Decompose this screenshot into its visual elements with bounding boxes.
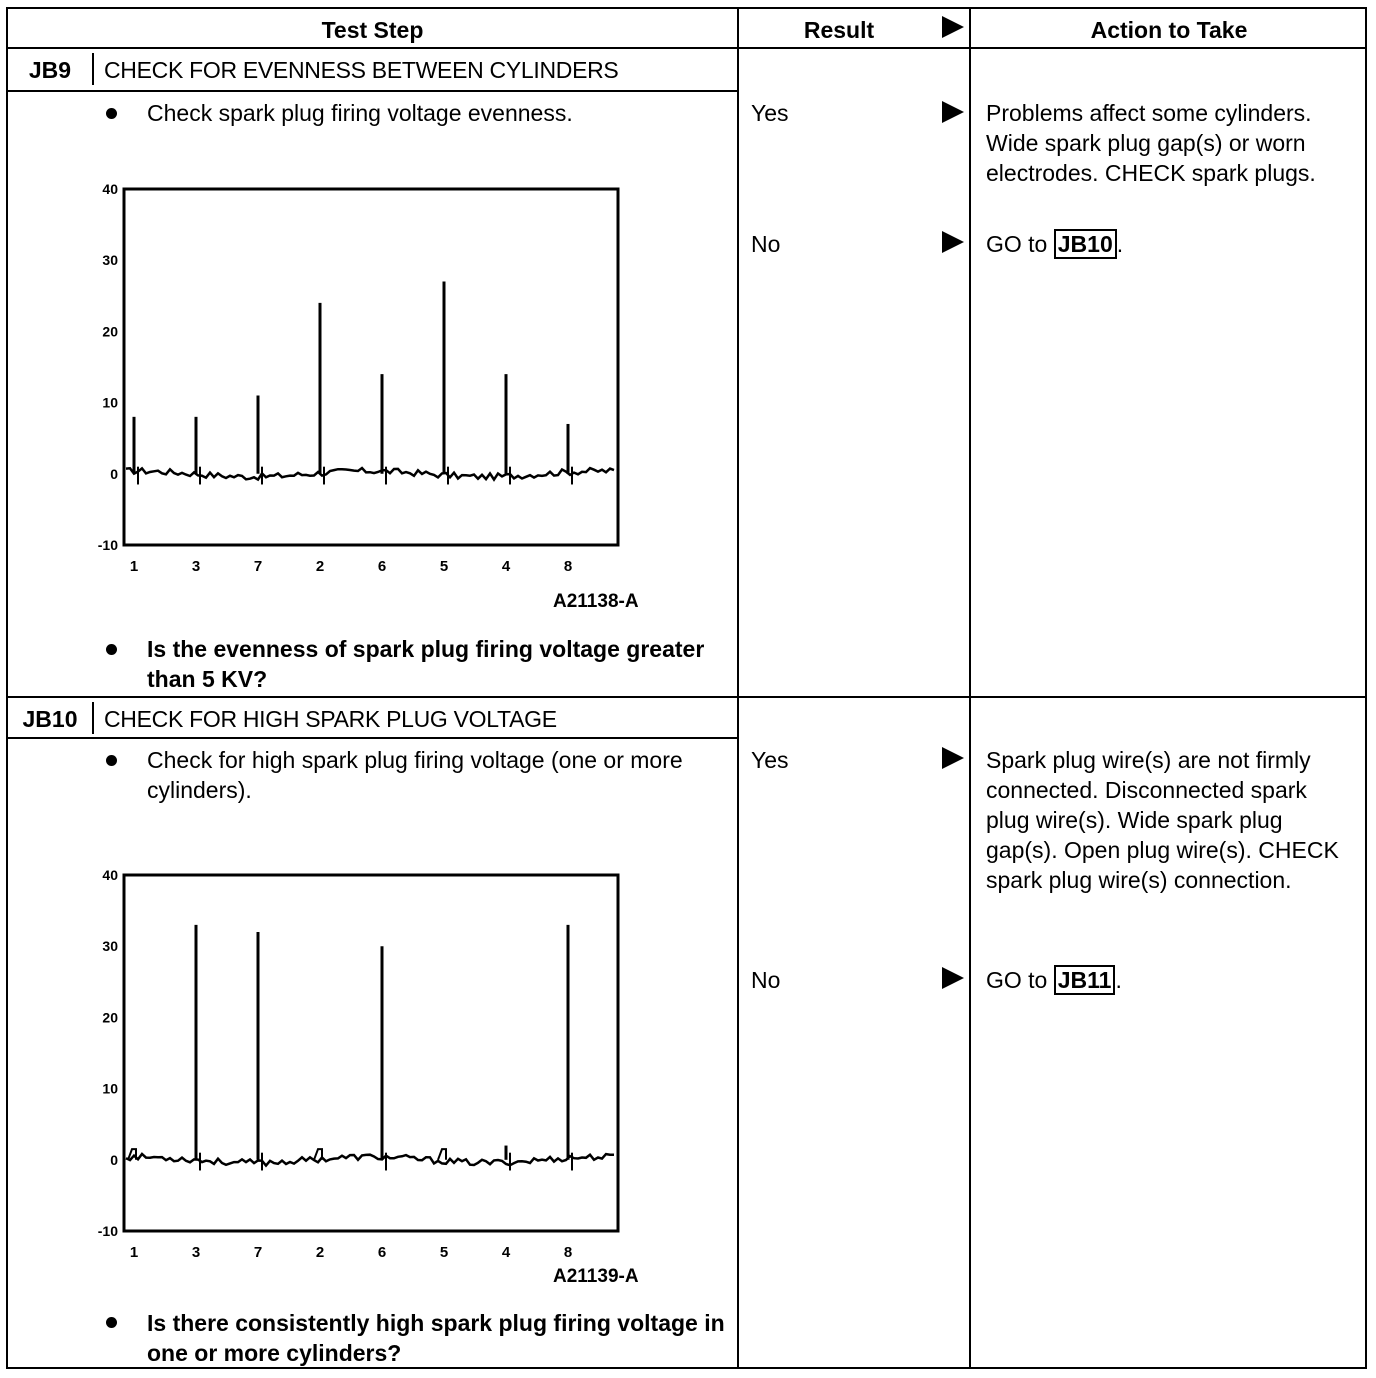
y-tick-label: 30 [102,252,118,269]
x-tick-label: 3 [191,558,201,571]
goto-suffix: . [1116,231,1124,257]
y-tick-label: 40 [102,181,118,197]
step-instruction: Check spark plug firing voltage evenness. [147,100,573,126]
y-tick-label: 10 [102,1080,118,1097]
y-tick-label: -10 [97,1223,118,1239]
result-yes: Yes [751,100,789,126]
step-header-rule [8,90,738,92]
action-text: Problems affect some cylinders. Wide spark plug gap(s) or worn electrodes. CHECK spark plugs. [986,100,1316,186]
column-divider-result [737,9,739,1367]
column-divider-action [969,9,971,1367]
plot-frame [124,189,618,545]
figure-id: A21139-A [553,1266,639,1287]
header-arrow-icon [942,16,964,38]
firing-bump [438,1149,446,1160]
x-tick-label: 7 [253,1244,263,1257]
x-tick-label: 6 [377,1244,387,1257]
step-question: Is there consistently high spark plug firing voltage in one or more cylinders? [147,1310,725,1366]
action-goto [986,229,1346,259]
figure-id: A21138-A [553,591,639,612]
x-tick-label: 4 [501,558,511,571]
step-id-divider [92,53,94,85]
step-question: Is the evenness of spark plug firing voltage greater than 5 KV? [147,636,705,692]
header-test-step: Test Step [321,17,424,43]
bullet-icon [106,108,117,119]
result-no: No [751,231,781,257]
y-tick-label: 10 [102,394,118,411]
step-id-divider [92,702,94,734]
bullet-icon [106,1317,117,1328]
x-tick-label: 5 [439,1244,449,1257]
header-action: Action to Take [1090,17,1248,43]
firing-voltage-chart-jb9 [78,171,638,571]
x-tick-label: 8 [563,1244,573,1257]
x-tick-label: 6 [377,558,387,571]
step-header-jb9 [8,49,738,89]
x-tick-label: 5 [439,558,449,571]
x-tick-label: 8 [563,558,573,571]
result-arrow-icon [942,967,964,989]
result-no: No [751,967,781,993]
step-instruction: Check for high spark plug firing voltage (one or more cylinders). [147,747,683,803]
step-reference-link[interactable]: JB10 [1054,229,1117,259]
action-goto [986,965,1346,995]
goto-suffix: . [1115,967,1122,993]
x-tick-label: 2 [315,1244,325,1257]
y-tick-label: 0 [110,465,118,482]
x-tick-label: 1 [129,558,139,571]
result-arrow-icon [942,101,964,123]
x-tick-label: 2 [315,558,325,571]
step-header-rule [8,737,738,739]
y-tick-label: 20 [102,323,118,340]
step-reference-link[interactable]: JB11 [1054,965,1116,995]
firing-voltage-chart-jb10 [78,857,638,1257]
y-tick-label: 0 [110,1151,118,1168]
step-title: CHECK FOR EVENNESS BETWEEN CYLINDERS [104,57,619,83]
goto-label: GO to [986,967,1048,993]
step-title: CHECK FOR HIGH SPARK PLUG VOLTAGE [104,706,557,732]
x-tick-label: 1 [129,1244,139,1257]
action-text: Spark plug wire(s) are not firmly connected. Disconnected spark plug wire(s). Wide spark plug gap(s). Open plug wire(s). CHECK spark plug wire(s) connection. [986,747,1339,893]
x-tick-label: 4 [501,1244,511,1257]
bullet-icon [106,644,117,655]
x-tick-label: 3 [191,1244,201,1257]
y-tick-label: 40 [102,867,118,883]
header-result: Result [803,17,875,43]
result-arrow-icon [942,747,964,769]
result-yes: Yes [751,747,789,773]
diagnostic-table [6,7,1367,1369]
step-id: JB10 [22,706,78,732]
goto-label: GO to [986,231,1048,257]
step-header-jb10 [8,698,738,738]
bullet-icon [106,755,117,766]
x-tick-label: 7 [253,558,263,571]
plot-frame [124,875,618,1231]
step-id: JB9 [28,57,72,83]
y-tick-label: 20 [102,1009,118,1026]
result-arrow-icon [942,231,964,253]
y-tick-label: 30 [102,938,118,955]
y-tick-label: -10 [97,537,118,553]
